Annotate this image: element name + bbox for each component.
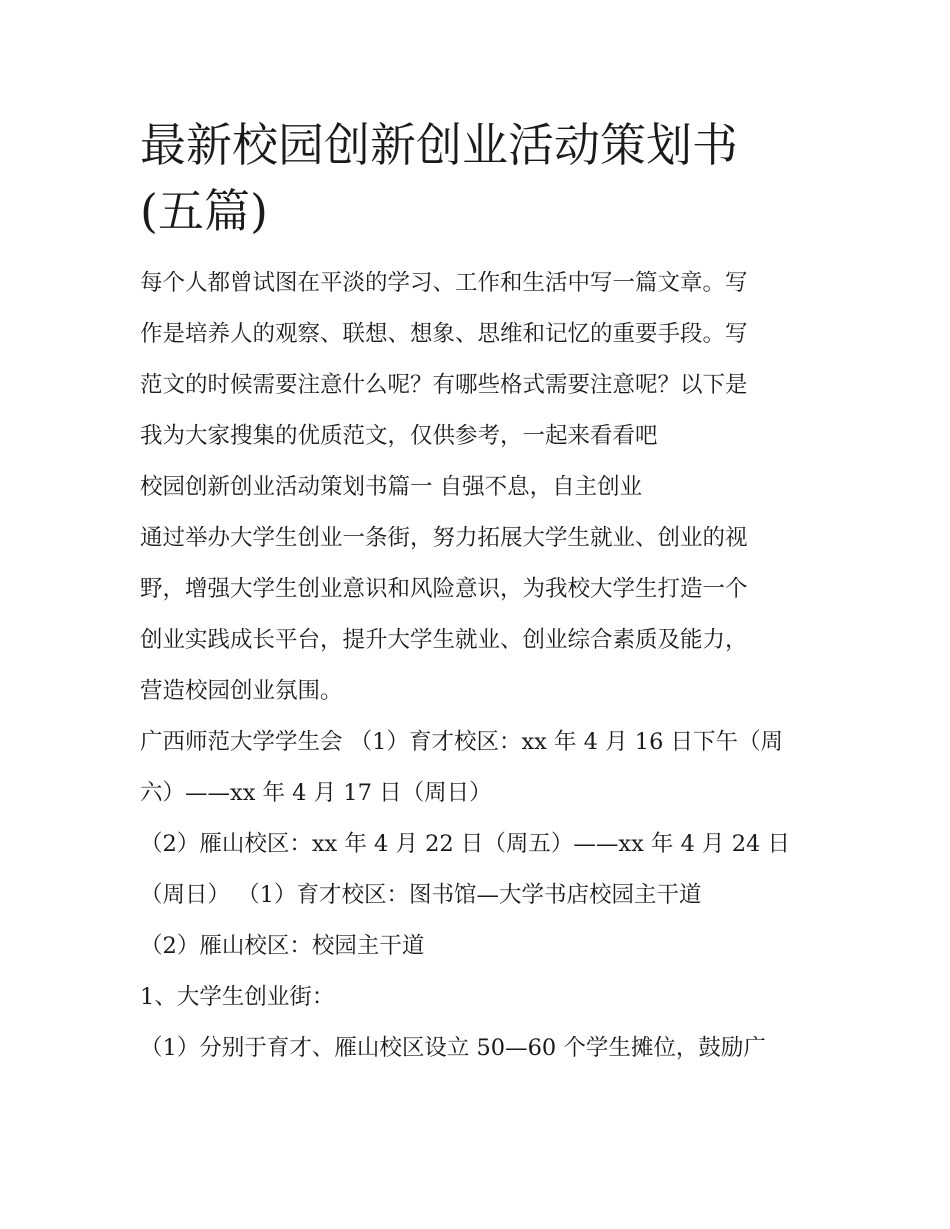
- list-heading: 1、大学生创业街：: [140, 984, 335, 1010]
- section-heading: 校园创新创业活动策划书篇一 自强不息，自主创业: [140, 474, 643, 500]
- paragraph-line: （2）雁山校区：校园主干道: [140, 933, 425, 959]
- paragraph-line: 我为大家搜集的优质范文，仅供参考，一起来看看吧: [140, 423, 658, 449]
- document-body: [140, 258, 820, 1074]
- paragraph-line: 范文的时候需要注意什么呢？有哪些格式需要注意呢？以下是: [140, 372, 748, 398]
- paragraph-line: （2）雁山校区：xx 年 4 月 22 日（周五）——xx 年 4 月 24 日: [140, 831, 790, 857]
- title-line: (五篇): [140, 184, 268, 238]
- paragraph-line: 每个人都曾试图在平淡的学习、工作和生活中写一篇文章。写: [140, 270, 748, 296]
- paragraph-line: 野，增强大学生创业意识和风险意识，为我校大学生打造一个: [140, 576, 748, 602]
- paragraph-line: 广西师范大学学生会 （1）育才校区：xx 年 4 月 16 日下午（周: [140, 729, 784, 755]
- paragraph-line: （1）分别于育才、雁山校区设立 50—60 个学生摊位，鼓励广: [140, 1035, 766, 1061]
- document-title: [140, 112, 820, 244]
- paragraph-line: 营造校园创业氛围。: [140, 678, 343, 704]
- title-line: 最新校园创新创业活动策划书: [140, 118, 738, 172]
- paragraph-line: 通过举办大学生创业一条街，努力拓展大学生就业、创业的视: [140, 525, 748, 551]
- paragraph-line: 六）——xx 年 4 月 17 日（周日）: [140, 780, 492, 806]
- paragraph-line: 作是培养人的观察、联想、想象、思维和记忆的重要手段。写: [140, 321, 748, 347]
- document-page: [140, 112, 820, 1074]
- paragraph-line: 创业实践成长平台，提升大学生就业、创业综合素质及能力，: [140, 627, 748, 653]
- paragraph-line: （周日） （1）育才校区：图书馆—大学书店校园主干道: [140, 882, 702, 908]
